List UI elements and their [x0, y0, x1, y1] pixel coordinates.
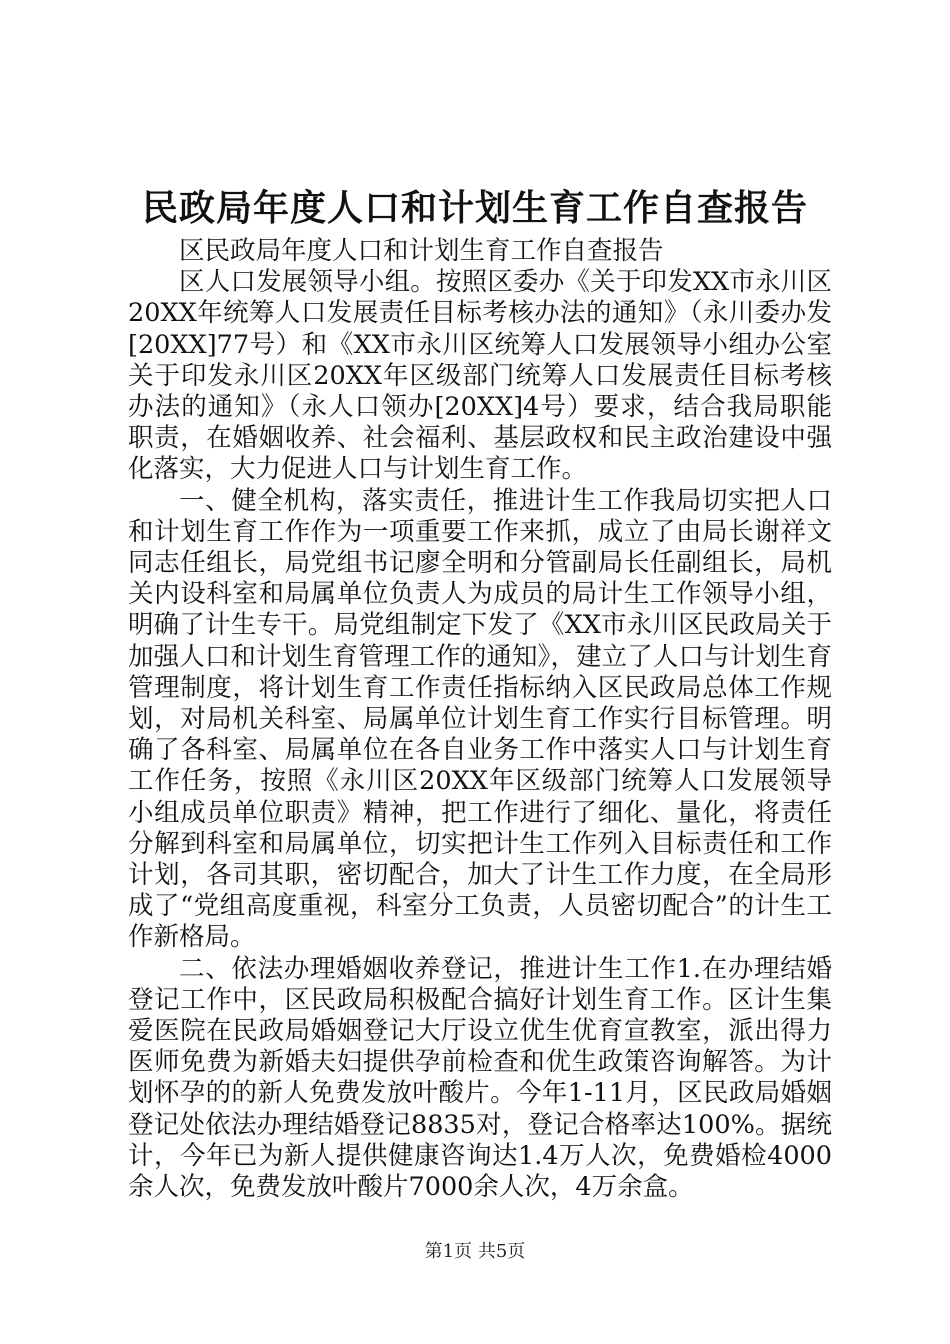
paragraph-intro: 区人口发展领导小组。按照区委办《关于印发XX市永川区20XX年统筹人口发展责任目标考核办法的通知》（永川委办发[20XX]77号）和《XX市永川区统筹人口发展领导小组办公室关于印发永川区20XX年区级部门统筹人口发展责任目标考核办法的通知》（永人口领办[20XX]4号）要求，结合我局职能职责，在婚姻收养、社会福利、基层政权和民主政治建设中强化落实，大力促进人口与计划生育工作。 — [128, 267, 832, 485]
document-body — [128, 236, 832, 1203]
paragraph-section-1: 一、健全机构，落实责任，推进计生工作我局切实把人口和计划生育工作作为一项重要工作来抓，成立了由局长谢祥文同志任组长，局党组书记廖全明和分管副局长任副组长，局机关内设科室和局属单位负责人为成员的局计生工作领导小组，明确了计生专干。局党组制定下发了《XX市永川区民政局关于加强人口和计划生育管理工作的通知》，建立了人口与计划生育管理制度，将计划生育工作责任指标纳入区民政局总体工作规划，对局机关科室、局属单位计划生育工作实行目标管理。明确了各科室、局属单位在各自业务工作中落实人口与计划生育工作任务，按照《永川区20XX年区级部门统筹人口发展领导小组成员单位职责》精神，把工作进行了细化、量化，将责任分解到科室和局属单位，切实把计生工作列入目标责任和工作计划，各司其职，密切配合，加大了计生工作力度，在全局形成了“党组高度重视，科室分工负责，人员密切配合”的计生工作新格局。 — [128, 485, 832, 953]
paragraph-section-2: 二、依法办理婚姻收养登记，推进计生工作1.在办理结婚登记工作中，区民政局积极配合搞好计划生育工作。区计生集爱医院在民政局婚姻登记大厅设立优生优育宣教室，派出得力医师免费为新婚夫妇提供孕前检查和优生政策咨询解答。为计划怀孕的的新人免费发放叶酸片。今年1-11月，区民政局婚姻登记处依法办理结婚登记8835对，登记合格率达100%。据统计，今年已为新人提供健康咨询达1.4万人次，免费婚检4000余人次，免费发放叶酸片7000余人次，4万余盒。 — [128, 953, 832, 1203]
paragraph-subtitle: 区民政局年度人口和计划生育工作自查报告 — [179, 236, 664, 266]
document-title: 民政局年度人口和计划生育工作自查报告 — [141, 187, 808, 229]
page-footer: 第1页 共5页 — [424, 1241, 526, 1262]
